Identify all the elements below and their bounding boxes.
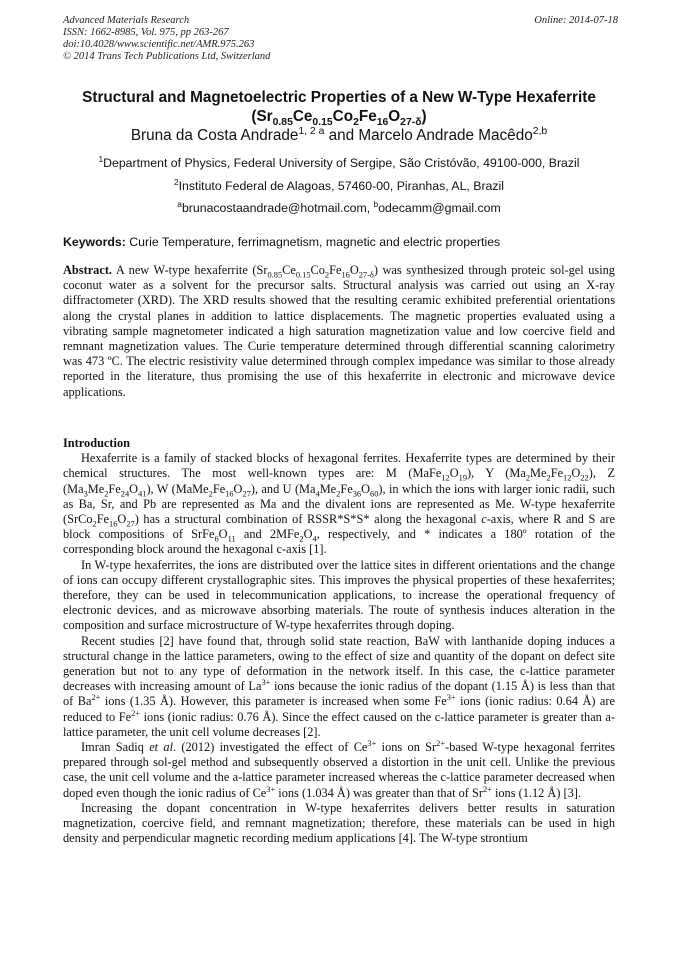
affiliation-2: $^2$Instituto Federal de Alagoas, 57460-00, Piranhas, AL, Brazil — [173, 176, 505, 193]
paragraph-2: In W-type hexaferrites, the ions are distributed over the lattice sites in different orientations and the change of ions can occupy different crystallographic sites. This improves the physical properties of these hexaferrites; therefore, they can be used in telecommunication applications, to increase the operational frequency of electronic devices, and as microwave absorbing materials. The route of synthesis induces alteration in the composition and surface microstructure of W-type hexaferrites through doping. — [63, 557, 615, 633]
keywords-label: Keywords: — [63, 235, 126, 249]
abstract-label: Abstract. — [63, 263, 113, 277]
introduction-section — [63, 436, 615, 846]
keywords — [63, 235, 500, 249]
author-2: Marcelo Andrade Macêdo — [358, 127, 533, 144]
author-list: Bruna da Costa Andrade$^{1, 2 a}$ and Marcelo Andrade Macêdo$^{2,b}$ — [130, 125, 548, 144]
email-b[interactable]: odecamm@gmail.com — [378, 201, 501, 215]
journal-header — [63, 15, 618, 63]
keywords-text: Curie Temperature, ferrimagnetism, magnetic and electric properties — [125, 235, 501, 249]
paragraph-4: Imran Sadiq et al. (2012) investigated the effect of $Ce^{3+}$ ions on $Sr^{2+}$-based W-type hexagonal ferrites prepared through sol-gel method and subsequently observed a distortion in the unit cell. Unlike the previous case, the unit cell volume and the a-lattice parameter increased whereas the c-lattice parameter decreased when doped even though the ionic radius of $Ce^{3+}$ ions (1.034 Å) was greater than that of $Sr^{2+}$ ions (1.12 Å) [3]. — [63, 738, 615, 800]
author-1: Bruna da Costa Andrade — [130, 127, 299, 144]
paper-title — [40, 88, 638, 129]
paragraph-5: Increasing the dopant concentration in W-type hexaferrites delivers better results in saturation magnetization, coercive field, and remnant magnetization; therefore, these materials can be used in high density and perpendicular magnetic recording medium applications [4]. The W-type strontium — [63, 800, 615, 846]
section-heading: Introduction — [63, 436, 130, 450]
journal-doi: doi:10.4028/www.scientific.net/AMR.975.263 — [63, 39, 255, 50]
online-date: Online: 2014-07-18 — [534, 15, 618, 26]
abstract — [63, 263, 615, 400]
paragraph-3: Recent studies [2] have found that, through solid state reaction, BaW with lanthanide doping induces a structural change in the lattice parameters, owing to the effect of size and quantity of the dopant on defect site generation but not to any type of deformation in the network itself. In this case, the c-lattice parameter decreases with increasing amount of $La^{3+}$ ions because the ionic radius of the dopant (1.15 Å) is less than that of $Ba^{2+}$ ions (1.35 Å). However, this parameter is increased when some $Fe^{3+}$ ions (ionic radius: 0.64 Å) are reduced to $Fe^{2+}$ ions (ionic radius: 0.76 Å). Since the effect caused on the c-lattice parameter is greater than a-lattice parameter, the unit cell volume decreases [2]. — [63, 633, 615, 739]
paragraph-1: Hexaferrite is a family of stacked blocks of hexagonal ferrites. Hexaferrite types are determined by their chemical structures. The most well-known types are: M $(MaFe_{12}O_{19})$, Y $(Ma_2Me_2Fe_{12}O_{22})$, Z $(Ma_3Me_2Fe_{24}O_{41})$, W $(MaMe_2Fe_{16}O_{27})$, and U $(Ma_4Me_2Fe_{36}O_{60})$, in which the ions with larger ionic radii, such as Ba, Sr, and Pb are represented as Ma and the divalent ions are represented as Me. W-type hexaferrite $(SrCo_2Fe_{16}O_{27})$ has a structural combination of RSSR*S*S* along the hexagonal c-axis, where R and S are block compositions of $SrFe_6O_{11}$ and $2MFe_2O_4$, respectively, and * indicates a 180º rotation of the corresponding block around the hexagonal c-axis [1]. — [63, 451, 615, 557]
title-line-1: Structural and Magnetoelectric Properties of a New W-Type Hexaferrite — [82, 89, 596, 106]
author-emails: $^a$brunacostaandrade@hotmail.com, $^b$odecamm@gmail.com — [177, 198, 501, 215]
journal-name: Advanced Materials Research — [63, 15, 190, 26]
title-formula: $(Sr_{0.85}Ce_{0.15}Co_2Fe_{16}O_{27-\delta})$ — [251, 108, 427, 129]
abstract-text: Abstract. A new W-type hexaferrite $(Sr_{0.85}Ce_{0.15}Co_2Fe_{16}O_{27-\delta})$ was synthesized through proteic sol-gel using coconut water as a solvent for the precursor salts. Structural analysis was carried out using an X-ray diffractometer (XRD). The XRD results showed that the resulting ceramic exhibited preferential orientations along the crystal planes in addition to lattice displacements. The magnetic properties evaluated using a vibrating sample magnetometer indicated a high saturation magnetization value and low coercive field and remnant magnetization values. The Curie temperature determined through differential scanning calorimetry was 473 ºC. The electric resistivity value determined through complex impedance was similar to those already reported in the literature, thus promising the use of this hexaferrite in electronic and microwave device applications. — [63, 263, 615, 399]
email-a[interactable]: brunacostaandrade@hotmail.com, — [181, 201, 374, 215]
journal-copyright: © 2014 Trans Tech Publications Ltd, Switzerland — [63, 51, 271, 62]
journal-issn: ISSN: 1662-8985, Vol. 975, pp 263-267 — [63, 27, 229, 38]
affiliation-1: $^1$Department of Physics, Federal University of Sergipe, São Cristóvão, 49100-000, Brazil — [98, 153, 580, 170]
